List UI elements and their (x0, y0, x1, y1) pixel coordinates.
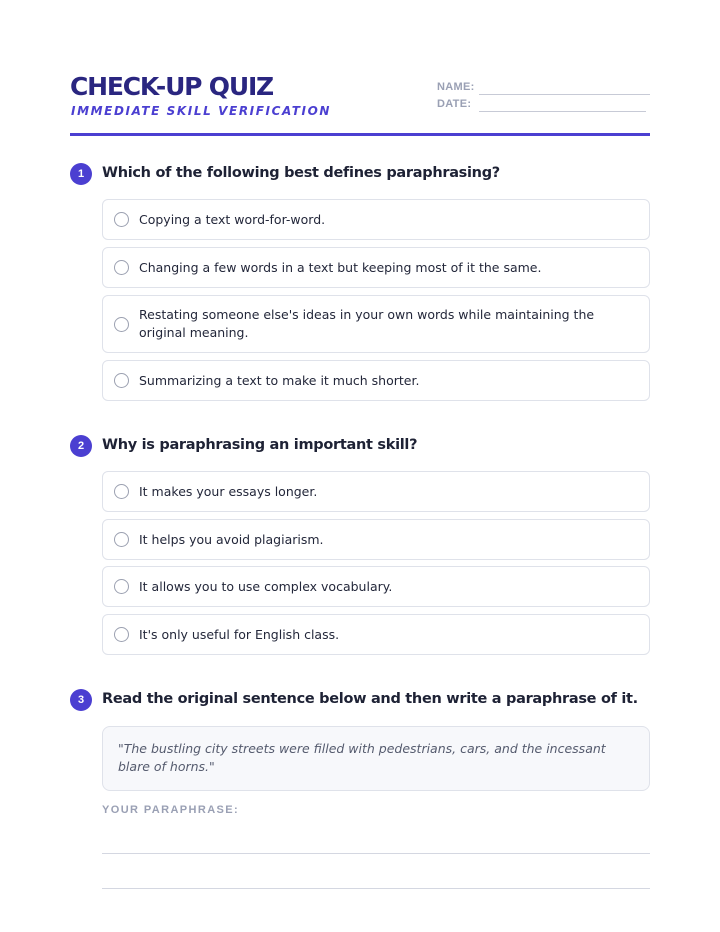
q2-option-3[interactable] (102, 566, 650, 607)
paraphrase-label: YOUR PARAPHRASE: (102, 804, 240, 816)
option-text: Copying a text word-for-word. (139, 211, 326, 227)
radio-button[interactable] (114, 627, 129, 642)
date-field[interactable] (437, 96, 650, 112)
quiz-header (70, 70, 650, 136)
question-2 (70, 435, 650, 459)
question-3 (70, 689, 650, 713)
radio-button[interactable] (114, 212, 129, 227)
question-number-badge: 3 (70, 689, 92, 711)
option-text: Restating someone else's ideas in your own words while maintaining the original meaning. (139, 307, 595, 340)
name-line[interactable] (479, 94, 650, 95)
q1-option-3[interactable] (102, 295, 650, 353)
question-number-badge: 2 (70, 435, 92, 457)
radio-button[interactable] (114, 317, 129, 332)
quiz-title: CHECK-UP QUIZ (70, 72, 273, 101)
name-field[interactable] (437, 79, 650, 95)
radio-button[interactable] (114, 579, 129, 594)
radio-button[interactable] (114, 484, 129, 499)
question-number-badge: 1 (70, 163, 92, 185)
option-text: It helps you avoid plagiarism. (139, 531, 324, 547)
option-text: Changing a few words in a text but keeping most of it the same. (139, 259, 542, 275)
q2-option-1[interactable] (102, 471, 650, 512)
option-text: It allows you to use complex vocabulary. (139, 578, 393, 594)
q1-option-1[interactable] (102, 199, 650, 240)
name-label: NAME: (437, 81, 475, 93)
date-line[interactable] (479, 111, 646, 112)
option-text: Summarizing a text to make it much shorter. (139, 372, 420, 388)
quiz-subtitle: IMMEDIATE SKILL VERIFICATION (71, 104, 332, 118)
radio-button[interactable] (114, 373, 129, 388)
q2-option-4[interactable] (102, 614, 650, 655)
q1-option-4[interactable] (102, 360, 650, 401)
q1-option-2[interactable] (102, 247, 650, 288)
radio-button[interactable] (114, 260, 129, 275)
original-sentence-box (102, 726, 650, 791)
paraphrase-line-1[interactable] (102, 853, 650, 854)
radio-button[interactable] (114, 532, 129, 547)
option-text: It makes your essays longer. (139, 483, 318, 499)
paraphrase-line-2[interactable] (102, 888, 650, 889)
original-sentence: "The bustling city streets were filled with pedestrians, cars, and the incessant blare of horns." (118, 741, 606, 774)
option-text: It's only useful for English class. (139, 626, 340, 642)
date-label: DATE: (437, 98, 472, 110)
q2-option-2[interactable] (102, 519, 650, 560)
question-text: Why is paraphrasing an important skill? (102, 437, 418, 453)
question-text: Which of the following best defines paraphrasing? (102, 165, 500, 181)
question-1 (70, 163, 650, 187)
question-text: Read the original sentence below and then write a paraphrase of it. (102, 691, 638, 707)
